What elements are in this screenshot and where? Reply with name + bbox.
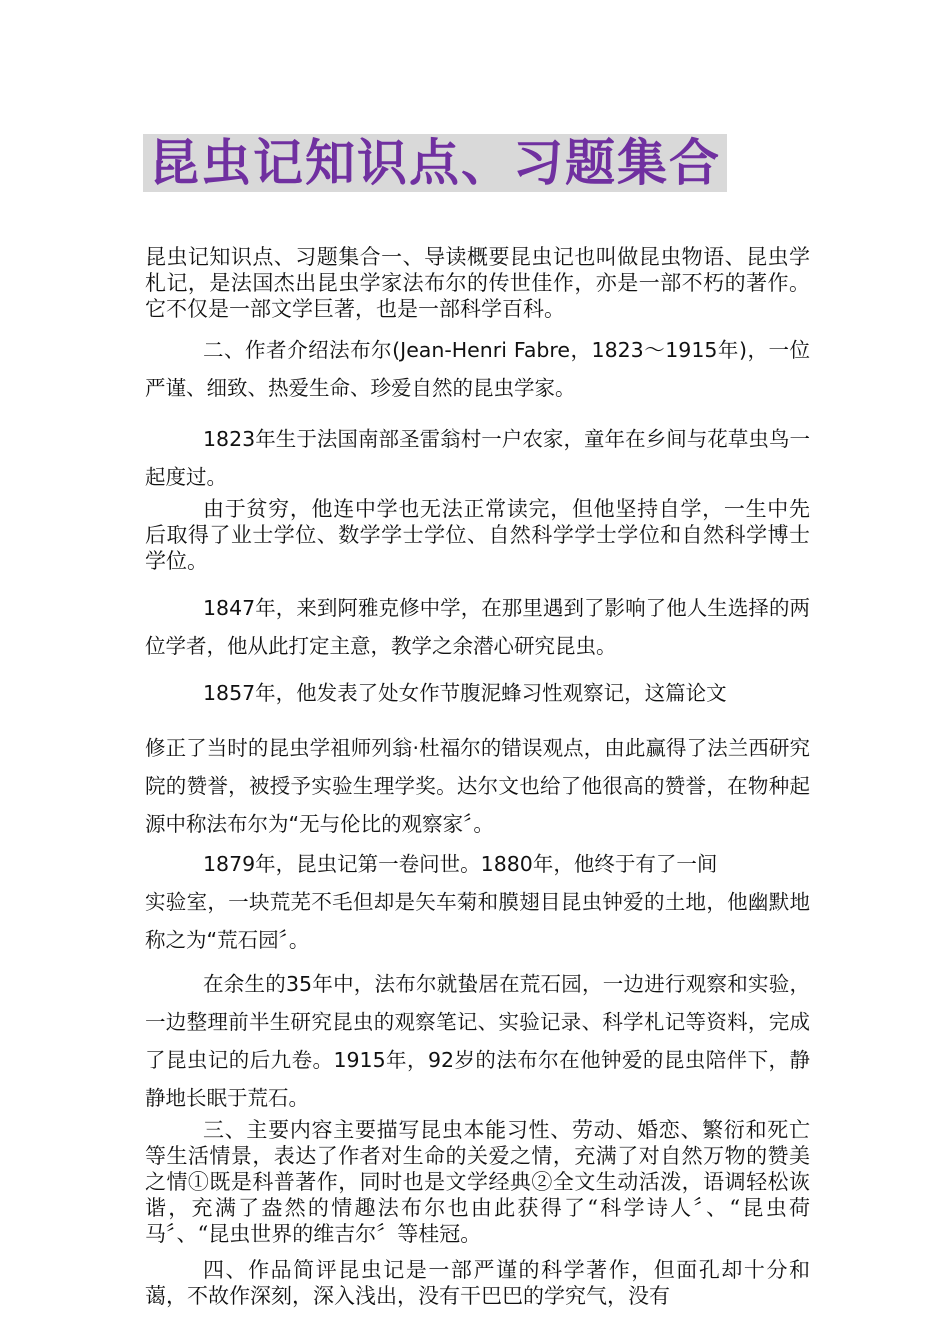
document-body — [145, 244, 810, 1309]
page-title: 昆虫记知识点、习题集合 — [149, 134, 721, 192]
paragraph-author: 二、作者介绍法布尔(Jean-Henri Fabre，1823～1915年)，一位严谨、细致、热爱生命、珍爱自然的昆虫学家。 — [145, 338, 810, 400]
paragraph-1847: 1847年，来到阿雅克修中学，在那里遇到了影响了他人生选择的两位学者，他从此打定主意，教学之余潜心研究昆虫。 — [145, 596, 810, 658]
paragraph-review: 四、作品简评昆虫记是一部严谨的科学著作，但面孔却十分和蔼，不故作深刻，深入浅出，没有干巴巴的学究气，没有 — [145, 1258, 810, 1308]
paragraph-1857-continued: 修正了当时的昆虫学祖师列翁·杜福尔的错误观点，由此赢得了法兰西研究院的赞誉，被授予实验生理学奖。达尔文也给了他很高的赞誉，在物种起源中称法布尔为“无与伦比的观察家〞。 — [145, 736, 810, 836]
paragraph-1879-continued: 实验室，一块荒芜不毛但却是矢车菊和膜翅目昆虫钟爱的土地，他幽默地称之为“荒石园〞。 — [145, 890, 810, 952]
paragraph-intro: 昆虫记知识点、习题集合一、导读概要昆虫记也叫做昆虫物语、昆虫学札记，是法国杰出昆虫学家法布尔的传世佳作，亦是一部不朽的著作。它不仅是一部文学巨著，也是一部科学百科。 — [145, 245, 810, 321]
paragraph-later-life: 在余生的35年中，法布尔就蛰居在荒石园，一边进行观察和实验，一边整理前半生研究昆虫的观察笔记、实验记录、科学札记等资料，完成了昆虫记的后九卷。1915年，92岁的法布尔在他钟爱的昆虫陪伴下，静静地长眠于荒石。 — [145, 972, 810, 1110]
paragraph-education: 由于贫穷，他连中学也无法正常读完，但他坚持自学，一生中先后取得了业士学位、数学学士学位、自然科学学士学位和自然科学博士学位。 — [145, 497, 810, 573]
paragraph-main-content: 三、主要内容主要描写昆虫本能习性、劳动、婚恋、繁衍和死亡等生活情景，表达了作者对生命的关爱之情，充满了对自然万物的赞美之情①既是科普著作，同时也是文学经典②全文生动活泼，语调轻松诙谐，充满了盎然的情趣法布尔也由此获得了“科学诗人〞、“昆虫荷马〞、“昆虫世界的维吉尔〞等桂冠。 — [145, 1118, 810, 1246]
title-highlight — [143, 134, 727, 192]
paragraph-birth: 1823年生于法国南部圣雷翁村一户农家，童年在乡间与花草虫鸟一起度过。 — [145, 427, 810, 489]
paragraph-1879: 1879年，昆虫记第一卷问世。1880年，他终于有了一间 — [203, 852, 718, 876]
paragraph-1857: 1857年，他发表了处女作节腹泥蜂习性观察记，这篇论文 — [203, 681, 727, 705]
